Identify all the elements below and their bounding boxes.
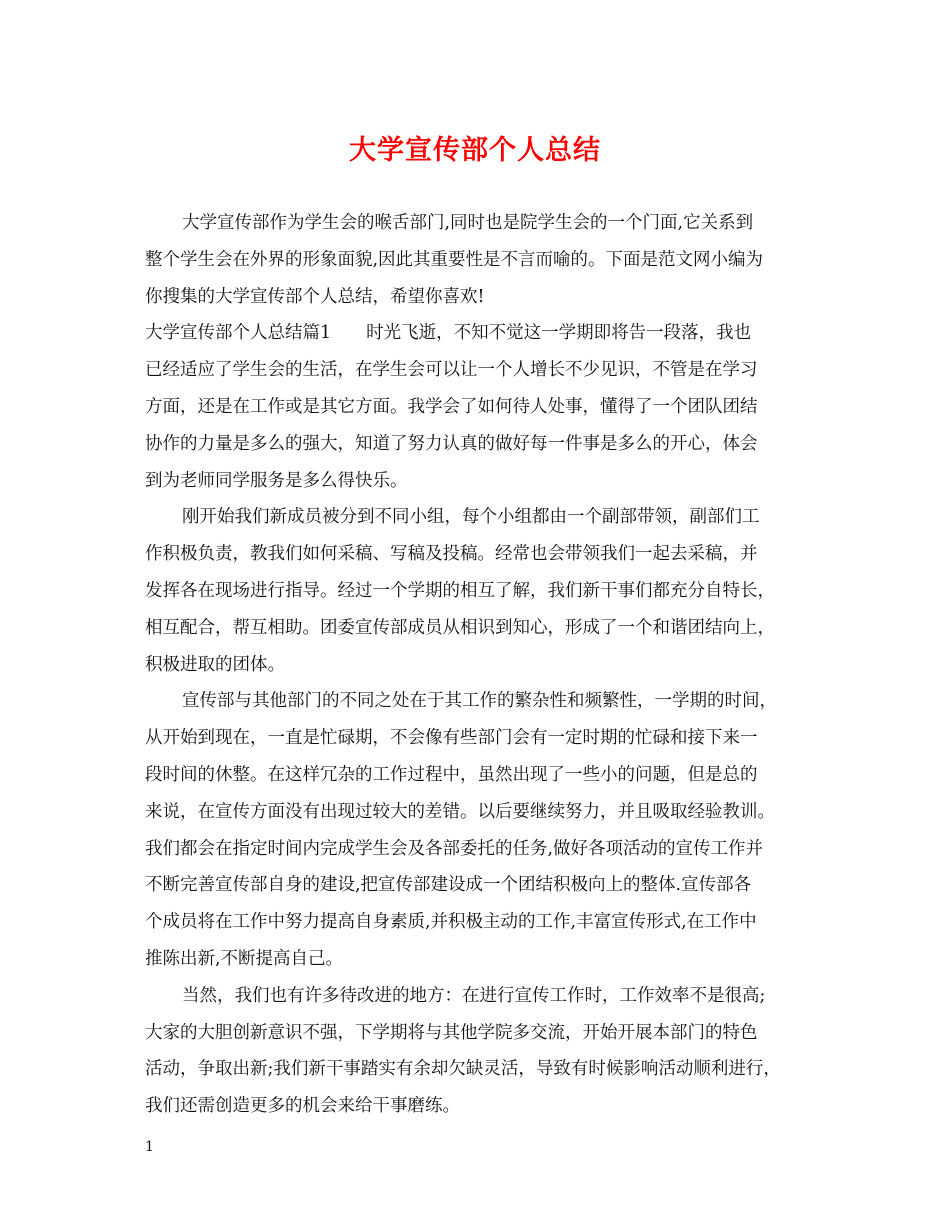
text-line: 来说，在宣传方面没有出现过较大的差错。以后要继续努力，并且吸取经验教训。 — [145, 801, 775, 822]
text-line: 当然，我们也有许多待改进的地方：在进行宣传工作时，工作效率不是很高; — [182, 985, 766, 1006]
text-line: 作积极负责，教我们如何采稿、写稿及投稿。经常也会带领我们一起去采稿，并 — [145, 544, 758, 565]
text-line: 发挥各在现场进行指导。经过一个学期的相互了解，我们新干事们都充分自特长， — [145, 580, 775, 601]
text-line: 刚开始我们新成员被分到不同小组，每个小组都由一个副部带领，副部们工 — [182, 507, 760, 528]
text-line: 整个学生会在外界的形象面貌,因此其重要性是不言而喻的。下面是范文网小编为 — [145, 249, 764, 270]
text-line: 大学宣传部个人总结篇1 时光飞逝，不知不觉这一学期即将告一段落，我也 — [145, 323, 752, 344]
document-title: 大学宣传部个人总结 — [349, 135, 601, 166]
text-line: 你搜集的大学宣传部个人总结，希望你喜欢! — [145, 286, 485, 307]
text-line: 从开始到现在，一直是忙碌期，不会像有些部门会有一定时期的忙碌和接下来一 — [145, 728, 758, 749]
text-line: 活动，争取出新;我们新干事踏实有余却欠缺灵活，导致有时候影响活动顺利进行， — [145, 1059, 781, 1080]
text-line: 宣传部与其他部门的不同之处在于其工作的繁杂性和频繁性，一学期的时间， — [182, 691, 777, 712]
text-line: 个成员将在工作中努力提高自身素质,并积极主动的工作,丰富宣传形式,在工作中 — [145, 912, 757, 933]
text-line: 我们还需创造更多的机会来给干事磨练。 — [145, 1096, 460, 1117]
text-line: 到为老师同学服务是多么得快乐。 — [145, 470, 408, 491]
text-line: 方面，还是在工作或是其它方面。我学会了如何待人处事，懂得了一个团队团结 — [145, 396, 758, 417]
text-line: 协作的力量是多么的强大，知道了努力认真的做好每一件事是多么的开心，体会 — [145, 433, 758, 454]
document-body — [145, 205, 810, 1125]
text-line: 我们都会在指定时间内完成学生会及各部委托的任务,做好各项活动的宣传工作并 — [145, 838, 764, 859]
text-line: 推陈出新,不断提高自己。 — [145, 948, 344, 969]
page-number: 1 — [145, 1139, 154, 1155]
text-line: 积极进取的团体。 — [145, 654, 285, 675]
text-line: 不断完善宣传部自身的建设,把宣传部建设成一个团结积极向上的整体.宣传部各 — [145, 875, 752, 896]
text-line: 大家的大胆创新意识不强，下学期将与其他学院多交流，开始开展本部门的特色 — [145, 1022, 758, 1043]
text-line: 相互配合，帮互相助。团委宣传部成员从相识到知心，形成了一个和谐团结向上， — [145, 617, 775, 638]
text-line: 段时间的休整。在这样冗杂的工作过程中，虽然出现了一些小的问题，但是总的 — [145, 764, 758, 785]
text-line: 大学宣传部作为学生会的喉舌部门,同时也是院学生会的一个门面,它关系到 — [182, 213, 754, 233]
text-line: 已经适应了学生会的生活，在学生会可以让一个人增长不少见识，不管是在学习 — [145, 360, 758, 381]
